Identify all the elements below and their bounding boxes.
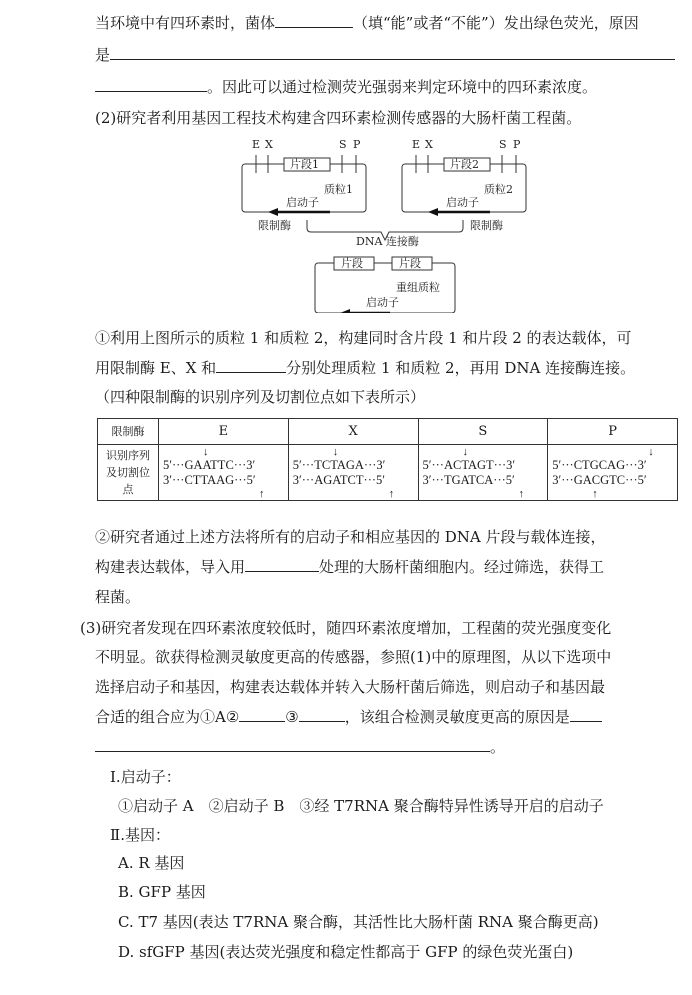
row-label: 识别序列及切割位点 [98,445,159,501]
table-header: X [288,419,418,445]
table-cell: ↓ 5′···GAATTC···3′ 3′···CTTAAG···5′ ↑ [159,445,289,501]
text-line: 程菌。 [95,588,141,606]
gene-option-c: C. T7 基因(表达 T7RNA 聚合酶，其活性比大肠杆菌 RNA 聚合酶更高) [118,913,599,931]
fragment-label: 片段 [341,257,363,270]
answer-blank[interactable] [570,707,602,722]
text-line: 是 [95,45,675,65]
plasmid-2-label: 质粒2 [484,183,513,196]
fragment-1-label: 片段1 [290,158,319,171]
answer-blank[interactable] [95,77,207,92]
ligase-label: DNA 连接酶 [356,235,419,248]
site-label-s: S [499,138,507,151]
answer-blank[interactable] [245,557,319,572]
question-3: (3)研究者发现在四环素浓度较低时，随四环素浓度增加，工程菌的荧光强度变化 [80,619,612,637]
text-line: 合适的组合应为①A② ③ ，该组合检测灵敏度更高的原因是 [95,707,602,727]
fragment-label: 片段 [399,257,421,270]
table-header: E [159,419,289,445]
fragment-2-label: 片段2 [450,158,479,171]
promoter-label: 启动子 [366,296,399,309]
gene-option-d: D. sfGFP 基因(表达荧光强度和稳定性都高于 GFP 的绿色荧光蛋白) [118,943,574,961]
text-line: ①利用上图所示的质粒 1 和质粒 2，构建同时含片段 1 和片段 2 的表达载体，可 [95,329,632,347]
gene-option-b: B. GFP 基因 [118,883,206,901]
option-heading: Ⅱ.基因： [110,826,170,844]
option-heading: Ⅰ.启动子： [110,768,181,786]
table-header: 限制酶 [98,419,159,445]
promoter-label: 启动子 [446,196,479,209]
site-label-e: E [252,138,261,151]
text-line: 不明显。欲获得检测灵敏度更高的传感器，参照(1)中的原理图，从以下选项中 [95,648,612,666]
text-line: 用限制酶 E、X 和 分别处理质粒 1 和质粒 2，再用 DNA 连接酶连接。 [95,359,636,377]
site-label-s: S [339,138,347,151]
site-label-e: E [412,138,421,151]
site-label-x: X [425,138,433,151]
recombinant-plasmid-label: 重组质粒 [396,281,440,294]
text-line: 。因此可以通过检测荧光强弱来判定环境中的四环素浓度。 [95,77,597,97]
question-2: (2)研究者利用基因工程技术构建含四环素检测传感器的大肠杆菌工程菌。 [95,109,582,127]
text-line: 选择启动子和基因，构建表达载体并转入大肠杆菌后筛选，则启动子和基因最 [95,678,606,696]
text-line: 当环境中有四环素时，菌体 （填“能”或者“不能”）发出绿色荧光，原因 [95,14,639,32]
answer-blank[interactable] [110,45,675,60]
answer-blank[interactable] [275,13,353,28]
table-cell: ↓ 5′···CTGCAG···3′ 3′···GACGTC···5′ ↑ [548,445,678,501]
promoter-options: ①启动子 A ②启动子 B ③经 T7RNA 聚合酶特异性诱导开启的启动子 [118,797,604,815]
answer-blank[interactable] [239,707,285,722]
table-header: P [548,419,678,445]
site-label-p: P [513,138,521,151]
text-line: 构建表达载体，导入用 处理的大肠杆菌细胞内。经过筛选，获得工 [95,558,605,576]
promoter-label: 启动子 [286,196,319,209]
site-label-x: X [265,138,273,151]
restriction-enzyme-table [97,418,678,501]
text-line: （四种限制酶的识别序列及切割位点如下表所示） [95,388,426,406]
answer-blank[interactable] [95,737,490,752]
restriction-enzyme-label: 限制酶 [470,219,503,232]
gene-option-a: A. R 基因 [118,854,185,872]
table-cell: ↓ 5′···TCTAGA···3′ 3′···AGATCT···5′ ↑ [288,445,418,501]
site-label-p: P [353,138,361,151]
table-cell: ↓ 5′···ACTAGT···3′ 3′···TGATCA···5′ ↑ [418,445,548,501]
text-line: ②研究者通过上述方法将所有的启动子和相应基因的 DNA 片段与载体连接， [95,528,606,546]
answer-blank[interactable] [299,707,345,722]
table-row [98,445,678,501]
plasmid-diagram [230,133,550,313]
text-line: 。 [95,737,505,757]
restriction-enzyme-label: 限制酶 [258,219,291,232]
plasmid-1-label: 质粒1 [324,183,353,196]
table-header: S [418,419,548,445]
answer-blank[interactable] [216,358,286,373]
